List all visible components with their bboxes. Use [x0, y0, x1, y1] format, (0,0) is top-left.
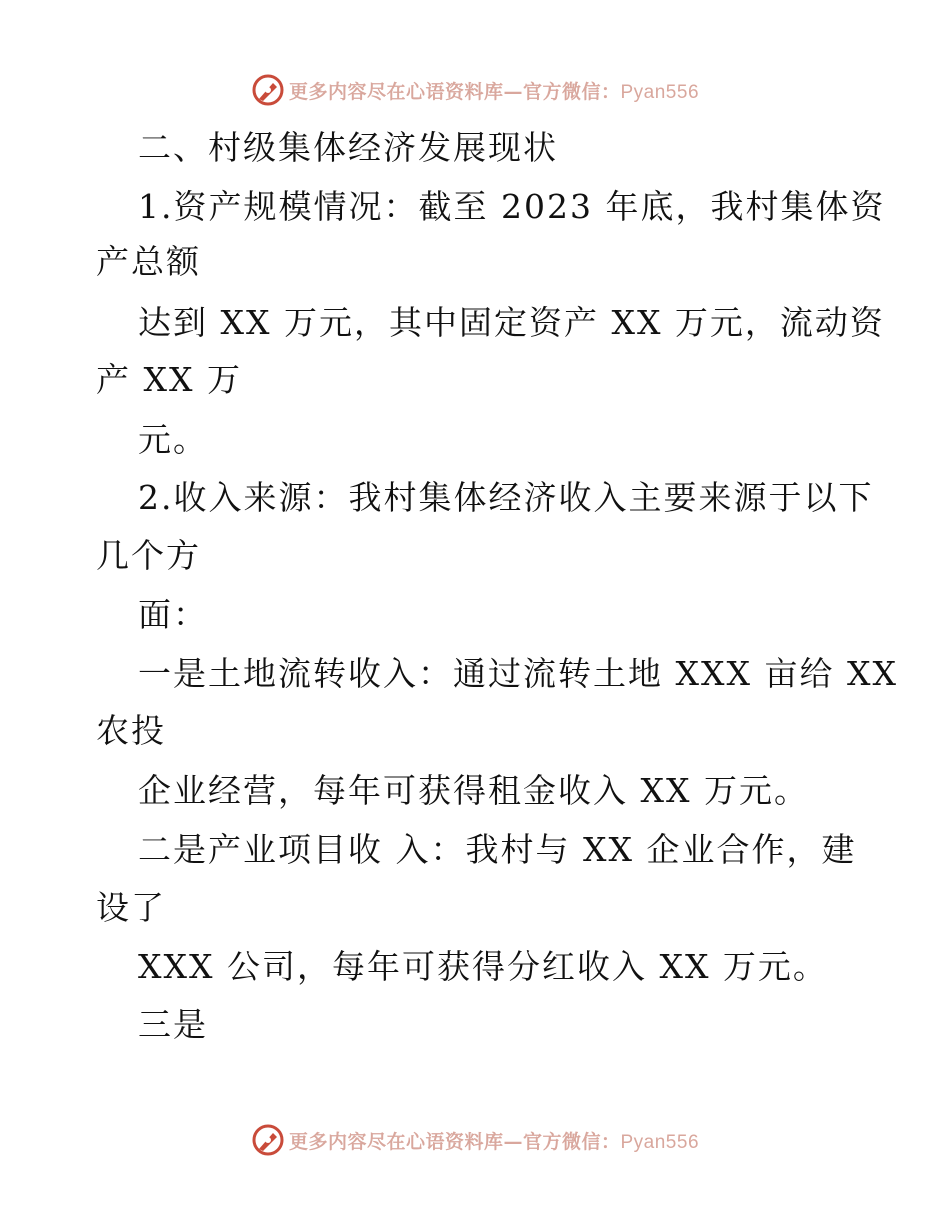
paragraph-line: 元。	[138, 420, 208, 459]
paragraph-line: 二是产业项目收 入：我村与 XX 企业合作，建	[138, 830, 857, 869]
paragraph-line: 三是	[138, 1005, 208, 1044]
paragraph-line: 1.资产规模情况：截至 2023 年底，我村集体资	[138, 187, 886, 226]
watermark-wechat: Pyan556	[620, 1131, 700, 1153]
pen-logo-icon	[251, 73, 285, 107]
pen-logo-icon	[251, 1123, 285, 1157]
section-heading: 二、村级集体经济发展现状	[138, 128, 558, 167]
paragraph-line: XXX 公司，每年可获得分红收入 XX 万元。	[138, 947, 828, 986]
paragraph-line: 产 XX 万	[96, 360, 242, 399]
paragraph-line: 达到 XX 万元，其中固定资产 XX 万元，流动资	[138, 303, 885, 342]
watermark-text: 更多内容尽在心语资料库—官方微信：	[288, 1130, 621, 1153]
watermark-footer	[0, 1120, 950, 1160]
paragraph-line: 设了	[96, 888, 166, 927]
paragraph-line: 几个方	[96, 536, 201, 575]
paragraph-line: 一是土地流转收入：通过流转土地 XXX 亩给 XX	[138, 654, 898, 693]
paragraph-line: 农投	[96, 711, 166, 750]
watermark-header	[0, 70, 950, 110]
paragraph-line: 企业经营，每年可获得租金收入 XX 万元。	[138, 771, 809, 810]
paragraph-line: 产总额	[96, 242, 201, 281]
watermark-text: 更多内容尽在心语资料库—官方微信：	[288, 80, 621, 103]
paragraph-line: 面：	[138, 595, 208, 634]
paragraph-line: 2.收入来源：我村集体经济收入主要来源于以下	[138, 478, 874, 517]
watermark-wechat: Pyan556	[620, 81, 700, 103]
